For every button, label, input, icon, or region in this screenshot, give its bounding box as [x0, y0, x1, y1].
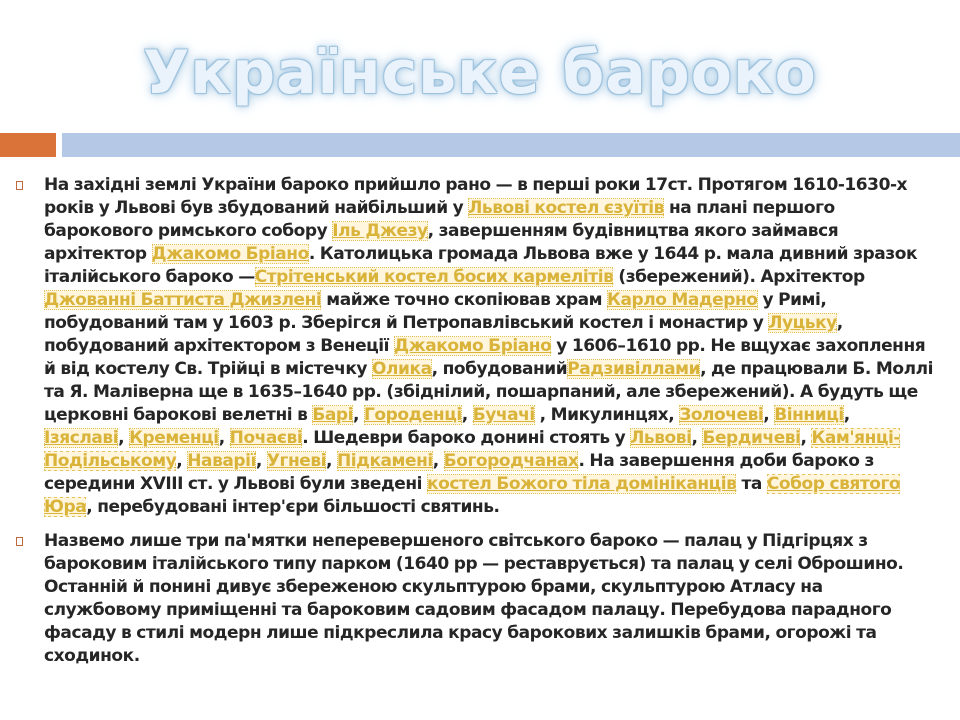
paragraph-text: , [255, 451, 267, 471]
paragraph-text: . Шедеври бароко донині стоять у [302, 428, 631, 448]
title-divider-bar [62, 133, 960, 157]
paragraph-text: , де працювали Б. Моллі та Я. Маліверна ще в 1635–1640 рр. (збіднілий, пошарпаний, але збережений). А будуть ще церковні барокові велетні в [44, 359, 933, 425]
paragraph-text: , перебудовані інтер'єри більшості святинь. [86, 497, 500, 517]
hyperlink[interactable]: Луцьку [768, 313, 837, 333]
hyperlink[interactable]: Кременці [129, 428, 219, 448]
paragraph-text: . На завершення доби бароко з середини XVIII ст. у Львові були зведені [44, 451, 874, 494]
paragraph-text: , [326, 451, 338, 471]
paragraph-text: (збережений). Архітектор [613, 267, 865, 287]
hyperlink[interactable]: костел Божого тіла домініканців [427, 474, 737, 494]
hyperlink[interactable]: Золочеві [679, 405, 764, 425]
hyperlink[interactable]: Олика [372, 359, 432, 379]
paragraph-text: у 1606–1610 рр. Не вщухає захоплення й від костелу Св. Трійці в містечку [44, 336, 926, 379]
square-bullet-icon [16, 181, 23, 190]
hyperlink[interactable]: Почаєві [229, 428, 303, 448]
paragraph-text: , [118, 428, 130, 448]
paragraph-text: майже точно скопіював храм [321, 290, 608, 310]
paragraph-text: На західні землі України бароко прийшло рано — в перші роки 17ст. Протягом 1610-1630-х років у Львові був збудований найбільший у [44, 175, 908, 218]
hyperlink[interactable]: Джакомо Бріано [394, 336, 552, 356]
hyperlink[interactable]: Богородчанах [443, 451, 579, 471]
hyperlink[interactable]: Підкамені [337, 451, 433, 471]
paragraph-text: , завершенням будівництва якого займався архітектор [44, 221, 839, 264]
hyperlink[interactable]: Стрітенський костел босих кармелітів [254, 267, 614, 287]
hyperlink[interactable]: Джакомо Бріано [151, 244, 309, 264]
square-bullet-icon [16, 537, 23, 546]
paragraph-text: , [843, 405, 850, 425]
hyperlink[interactable]: Радзивіллами [567, 359, 701, 379]
paragraph-text: , Микулинцях, [534, 405, 680, 425]
slide-body [0, 174, 960, 668]
bullet-paragraph [0, 174, 960, 519]
hyperlink[interactable]: Бердичеві [702, 428, 801, 448]
hyperlink[interactable]: Ізяславі [44, 428, 119, 448]
paragraph-text: , [691, 428, 703, 448]
paragraph-text: , [800, 428, 812, 448]
hyperlink[interactable]: Наварії [187, 451, 256, 471]
paragraph-text: , побудований архітектором з Венеції [44, 313, 843, 356]
paragraph-text: у Римі, побудований там у 1603 р. Зберігся й Петропавлівський костел і монастир у [44, 290, 827, 333]
paragraph-text: , [432, 451, 444, 471]
hyperlink[interactable]: Львові костел єзуїтів [468, 198, 664, 218]
paragraph-text: , [461, 405, 473, 425]
hyperlink[interactable]: Кам'янці-Подільському [44, 428, 901, 471]
paragraph-text: , [176, 451, 188, 471]
paragraph-text: Назвемо лише три па'мятки неперевершеного світського бароко — палац у Підгірцях з барокoвим італійського типу парком (1640 рр — реставрується) та палац у селі Оброшино. Останній й понині дивує збереженою скульптурою брами, скульптурою Атласу на службовому приміщенні та барокoвим садовим фасадом палацу. Перебудова парадного фасаду в стилі модерн лише підкреслила красу барокових залишків брами, огорожі та сходинок. [44, 531, 904, 666]
hyperlink[interactable]: Львові [630, 428, 692, 448]
paragraph-text: , побудований [431, 359, 568, 379]
hyperlink[interactable]: Джованні Баттиста Джизлені [44, 290, 322, 310]
paragraph-text: , [763, 405, 775, 425]
hyperlink[interactable]: Барі [312, 405, 354, 425]
hyperlink[interactable]: Вінниці [774, 405, 844, 425]
paragraph-text: на плані першого барокового римського собору [44, 198, 835, 241]
paragraph-text: , [218, 428, 230, 448]
bullet-paragraph [0, 530, 960, 668]
hyperlink[interactable]: Собор святого Юра [44, 474, 901, 517]
paragraph-text: , [353, 405, 364, 425]
paragraph-text: та [736, 474, 767, 494]
title-divider-accent [0, 133, 56, 157]
hyperlink[interactable]: Угневі [266, 451, 327, 471]
hyperlink[interactable]: Городенці [364, 405, 462, 425]
slide-title: Українське бароко [143, 38, 817, 108]
hyperlink[interactable]: Іль Джезу [332, 221, 428, 241]
hyperlink[interactable]: Бучачі [472, 405, 535, 425]
paragraph-text: . Католицька громада Львова вже у 1644 р. мала дивний зразок італійського бароко — [44, 244, 918, 287]
hyperlink[interactable]: Карло Мадерно [607, 290, 758, 310]
